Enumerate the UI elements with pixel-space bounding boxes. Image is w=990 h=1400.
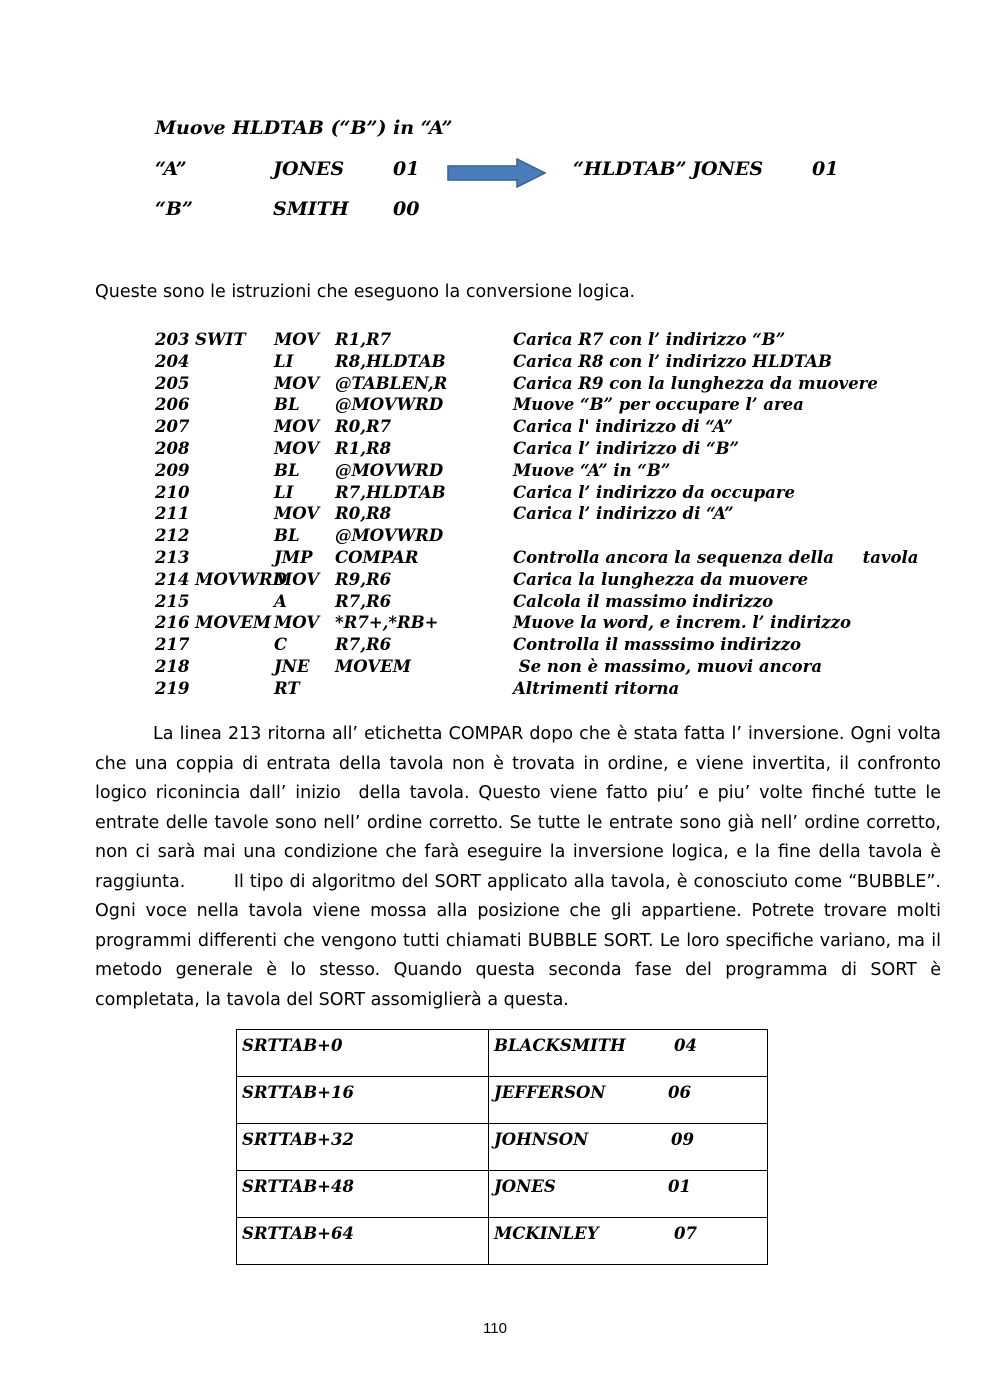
opcode: LI (274, 482, 294, 502)
entry-name: JEFFERSON (494, 1083, 606, 1102)
line-number: 217 (155, 635, 190, 655)
address-text: SRTTAB+16 (242, 1083, 354, 1102)
comment: Carica l' indirizzo di “A” (513, 417, 733, 437)
code-row (155, 374, 915, 396)
table-cell-address (237, 1171, 489, 1218)
opcode: MOV (274, 569, 320, 589)
opcode: A (274, 591, 287, 611)
table-cell-address (237, 1218, 489, 1265)
code-row (155, 417, 915, 439)
opcode: BL (274, 460, 300, 480)
line-number: 213 (155, 547, 190, 567)
code-row (155, 635, 915, 657)
line-number: 211 (155, 504, 190, 524)
address-text: SRTTAB+64 (242, 1224, 354, 1243)
operand: MOVEM (335, 656, 411, 676)
operand: @TABLEN,R (335, 373, 448, 393)
comment: Calcola il massimo indirizzo (513, 591, 774, 611)
table-cell-address (237, 1124, 489, 1171)
opcode: JMP (274, 547, 313, 567)
operand: *R7+,*RB+ (335, 613, 439, 633)
comment: Carica R9 con la lunghezza da muovere (513, 373, 878, 393)
operand: R0,R7 (335, 417, 392, 437)
table-cell-entry (489, 1030, 768, 1077)
operand: R8,HLDTAB (335, 351, 446, 371)
table-row (237, 1218, 768, 1265)
row-b-name: SMITH (273, 198, 349, 220)
page-number: 110 (483, 1320, 507, 1337)
code-row (155, 570, 915, 592)
opcode: MOV (274, 330, 320, 349)
line-number: 205 (155, 373, 190, 393)
entry-code: 09 (671, 1130, 694, 1149)
line-number: 216 MOVEM (155, 613, 272, 633)
code-row (155, 439, 915, 461)
line-number: 204 (155, 351, 190, 371)
operand: R9,R6 (335, 569, 392, 589)
code-row (155, 657, 915, 679)
line-number: 207 (155, 417, 190, 437)
operand: R1,R8 (335, 438, 392, 458)
comment: Carica l’ indirizzo di “B” (513, 438, 740, 458)
comment: Altrimenti ritorna (513, 678, 680, 698)
table-row (237, 1030, 768, 1077)
code-row (155, 352, 915, 374)
entry-name: JOHNSON (494, 1130, 589, 1149)
line-number: 203 SWIT (155, 330, 246, 349)
opcode: RT (274, 678, 300, 698)
operand: R1,R7 (335, 330, 392, 349)
operand: @MOVWRD (335, 526, 444, 546)
diagram-caption: Muove HLDTAB (“B”) in “A” (155, 117, 453, 139)
address-text: SRTTAB+48 (242, 1177, 354, 1196)
opcode: MOV (274, 417, 320, 437)
comment: Muove “B” per occupare l’ area (513, 395, 804, 415)
entry-code: 01 (668, 1177, 691, 1196)
table-row (237, 1124, 768, 1171)
table-row (237, 1077, 768, 1124)
line-number: 208 (155, 438, 190, 458)
table-cell-address (237, 1030, 489, 1077)
line-number: 209 (155, 460, 190, 480)
code-listing (155, 330, 919, 701)
code-row (155, 461, 915, 483)
row-a-code: 01 (393, 158, 420, 180)
line-number: 210 (155, 482, 190, 502)
swap-diagram (0, 0, 990, 230)
operand: R0,R8 (335, 504, 392, 524)
operand: @MOVWRD (335, 395, 444, 415)
body-paragraph (95, 720, 947, 1015)
right-arrow-icon (447, 158, 547, 188)
table-cell-entry (489, 1171, 768, 1218)
result-code: 01 (812, 158, 839, 180)
row-b-code: 00 (393, 198, 420, 220)
line-number: 206 (155, 395, 190, 415)
comment: Controlla il masssimo indirizzo (513, 635, 801, 655)
entry-code: 07 (674, 1224, 697, 1243)
comment: Muove la word, e increm. l’ indirizzo (513, 613, 851, 633)
entry-name: MCKINLEY (494, 1224, 599, 1243)
table-cell-entry (489, 1124, 768, 1171)
comment: Controlla ancora la sequenza della tavola (513, 547, 919, 567)
code-row (155, 547, 919, 570)
opcode: MOV (274, 438, 320, 458)
row-a-label: “A” (155, 158, 187, 180)
code-row (155, 330, 915, 352)
comment: Carica l’ indirizzo di “A” (513, 504, 734, 524)
code-row (155, 395, 915, 417)
intro-text: Queste sono le istruzioni che eseguono la conversione logica. (95, 282, 636, 302)
entry-name: BLACKSMITH (494, 1036, 626, 1055)
entry-code: 04 (674, 1036, 697, 1055)
code-row (155, 613, 915, 635)
comment: Carica R8 con l’ indirizzo HLDTAB (513, 351, 832, 371)
sort-table (236, 1029, 768, 1265)
opcode: LI (274, 351, 294, 371)
opcode: JNE (274, 656, 310, 676)
comment: Carica l’ indirizzo da occupare (513, 482, 796, 502)
row-a-name: JONES (273, 158, 345, 180)
result-name: JONES (692, 158, 764, 180)
operand: @MOVWRD (335, 460, 444, 480)
row-b-label: “B” (155, 198, 193, 220)
line-number: 212 (155, 526, 190, 546)
table-row (237, 1171, 768, 1218)
code-row (155, 592, 915, 614)
address-text: SRTTAB+0 (242, 1036, 343, 1055)
paragraph-text: La linea 213 ritorna all’ etichetta COMPAR dopo che è stata fatta l’ inversione. Ogni volta che una coppia di entrata della tavola non è trovata in ordine, e viene invertita, il confronto logico riconincia dall’ inizio della tavola. Questo viene fatto piu’ e piu’ volte finché tutte le entrate delle tavole sono nell’ ordine corretto. Se tutte le entrate sono già nell’ ordine corretto, non ci sarà mai una condizione che farà eseguire la inversione logica, e la fine della tavola è raggiunta. Il tipo di algoritmo del SORT applicato alla tavola, è conosciuto come “BUBBLE”. Ogni voce nella tavola viene mossa alla posizione che gli appartiene. Potrete trovare molti programmi differenti che vengono tutti chiamati BUBBLE SORT. Le loro specifiche variano, ma il metodo generale è lo stesso. Quando questa seconda fase del programma di SORT è completata, la tavola del SORT assomiglierà a questa. (95, 724, 947, 1010)
opcode: BL (274, 526, 300, 546)
opcode: MOV (274, 613, 320, 633)
line-number: 215 (155, 591, 190, 611)
opcode: MOV (274, 373, 320, 393)
opcode: C (274, 635, 288, 655)
opcode: BL (274, 395, 300, 415)
line-number: 214 MOVWRD (155, 569, 287, 589)
comment: Carica la lunghezza da muovere (513, 569, 809, 589)
table-cell-address (237, 1077, 489, 1124)
code-row (155, 526, 915, 548)
table-cell-entry (489, 1077, 768, 1124)
operand: R7,R6 (335, 635, 392, 655)
operand: R7,HLDTAB (335, 482, 446, 502)
table-cell-entry (489, 1218, 768, 1265)
operand: R7,R6 (335, 591, 392, 611)
address-text: SRTTAB+32 (242, 1130, 354, 1149)
line-number: 218 (155, 656, 190, 676)
entry-code: 06 (668, 1083, 691, 1102)
code-row (155, 504, 915, 526)
entry-name: JONES (494, 1177, 556, 1196)
opcode: MOV (274, 504, 320, 524)
line-number: 219 (155, 678, 190, 698)
code-row (155, 483, 915, 505)
result-label: “HLDTAB” (573, 158, 687, 180)
operand: COMPAR (335, 547, 419, 567)
comment: Muove “A” in “B” (513, 460, 671, 480)
code-row (155, 679, 915, 701)
comment: Se non è massimo, muovi ancora (513, 656, 823, 676)
comment: Carica R7 con l’ indirizzo “B” (513, 330, 786, 349)
